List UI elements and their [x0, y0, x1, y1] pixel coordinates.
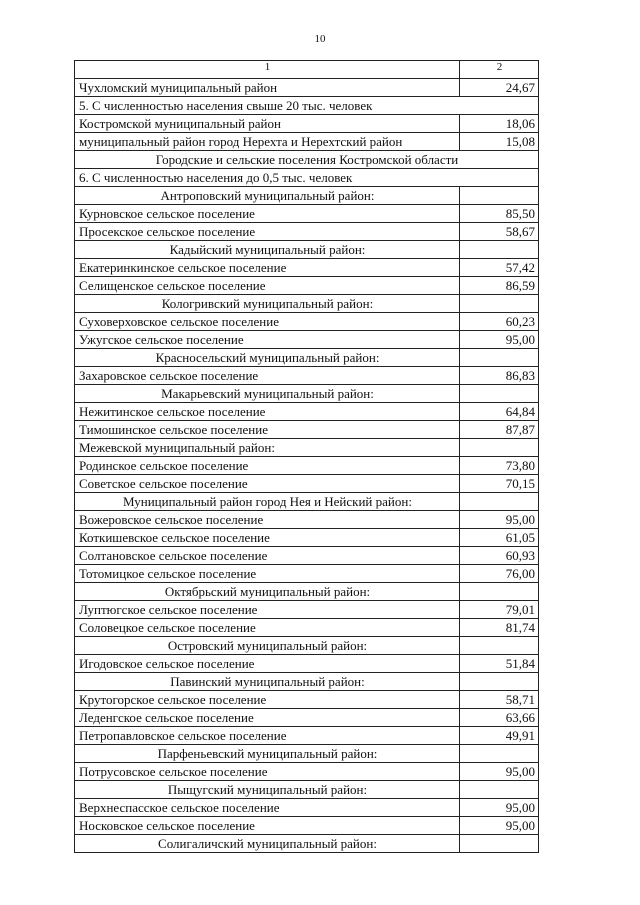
value-cell: 95,00 — [460, 511, 539, 529]
settlement-name: Нежитинское сельское поселение — [75, 403, 460, 421]
value-cell: 57,42 — [460, 259, 539, 277]
settlement-name: Суховерховское сельское поселение — [75, 313, 460, 331]
settlement-name: Луптюгское сельское поселение — [75, 601, 460, 619]
value-cell: 95,00 — [460, 817, 539, 835]
value-cell — [460, 835, 539, 853]
table-row — [75, 529, 539, 547]
value-cell: 81,74 — [460, 619, 539, 637]
section-row — [75, 97, 539, 115]
value-cell: 15,08 — [460, 133, 539, 151]
table-row — [75, 565, 539, 583]
settlement-name: Крутогорское сельское поселение — [75, 691, 460, 709]
settlement-name: Селищенское сельское поселение — [75, 277, 460, 295]
value-cell: 70,15 — [460, 475, 539, 493]
table-row — [75, 619, 539, 637]
settlement-name: Солтановское сельское поселение — [75, 547, 460, 565]
table-row — [75, 259, 539, 277]
table-row — [75, 223, 539, 241]
district-name: Красносельский муниципальный район: — [75, 349, 460, 367]
value-cell — [460, 745, 539, 763]
table-row — [75, 277, 539, 295]
table-row — [75, 655, 539, 673]
district-name: Октябрьский муниципальный район: — [75, 583, 460, 601]
district-name: Павинский муниципальный район: — [75, 673, 460, 691]
value-cell — [460, 349, 539, 367]
table-row — [75, 457, 539, 475]
settlement-name: Захаровское сельское поселение — [75, 367, 460, 385]
settlement-name: Коткишевское сельское поселение — [75, 529, 460, 547]
column-header-1: 1 — [75, 61, 460, 79]
table-row — [75, 331, 539, 349]
value-cell: 95,00 — [460, 331, 539, 349]
table-row — [75, 691, 539, 709]
district-header-row — [75, 781, 539, 799]
district-header-row — [75, 385, 539, 403]
settlement-name: Костромской муниципальный район — [75, 115, 460, 133]
value-cell — [460, 385, 539, 403]
district-name: Пыщугский муниципальный район: — [75, 781, 460, 799]
value-cell: 61,05 — [460, 529, 539, 547]
settlement-name: Петропавловское сельское поселение — [75, 727, 460, 745]
value-cell: 86,83 — [460, 367, 539, 385]
table-row — [75, 547, 539, 565]
district-header-row — [75, 439, 539, 457]
settlement-name: Родинское сельское поселение — [75, 457, 460, 475]
settlement-name: Соловецкое сельское поселение — [75, 619, 460, 637]
settlement-name: Тотомицкое сельское поселение — [75, 565, 460, 583]
table-row — [75, 709, 539, 727]
section-title: 6. С численностью населения до 0,5 тыс. человек — [75, 169, 539, 187]
district-name: Антроповский муниципальный район: — [75, 187, 460, 205]
district-header-row — [75, 187, 539, 205]
value-cell: 58,67 — [460, 223, 539, 241]
settlement-name: Потрусовское сельское поселение — [75, 763, 460, 781]
settlement-name: Екатеринкинское сельское поселение — [75, 259, 460, 277]
table-row — [75, 115, 539, 133]
value-cell: 87,87 — [460, 421, 539, 439]
value-cell — [460, 781, 539, 799]
table-row — [75, 421, 539, 439]
settlement-name: Чухломский муниципальный район — [75, 79, 460, 97]
value-cell — [460, 241, 539, 259]
table-row — [75, 763, 539, 781]
table-row — [75, 205, 539, 223]
value-cell: 51,84 — [460, 655, 539, 673]
district-header-row — [75, 835, 539, 853]
district-name: Парфеньевский муниципальный район: — [75, 745, 460, 763]
value-cell — [460, 673, 539, 691]
district-name: Островский муниципальный район: — [75, 637, 460, 655]
settlement-name: Игодовское сельское поселение — [75, 655, 460, 673]
section-title: Городские и сельские поселения Костромской области — [75, 151, 539, 169]
district-name: Кадыйский муниципальный район: — [75, 241, 460, 259]
table-row — [75, 799, 539, 817]
value-cell: 86,59 — [460, 277, 539, 295]
table-row — [75, 313, 539, 331]
settlement-name: муниципальный район город Нерехта и Нерехтский район — [75, 133, 460, 151]
value-cell — [460, 295, 539, 313]
value-cell: 85,50 — [460, 205, 539, 223]
settlement-name: Просекское сельское поселение — [75, 223, 460, 241]
value-cell: 60,23 — [460, 313, 539, 331]
district-name: Кологривский муниципальный район: — [75, 295, 460, 313]
district-name: Муниципальный район город Нея и Нейский район: — [75, 493, 460, 511]
settlement-name: Тимошинское сельское поселение — [75, 421, 460, 439]
district-name: Макарьевский муниципальный район: — [75, 385, 460, 403]
value-cell: 18,06 — [460, 115, 539, 133]
table-row — [75, 511, 539, 529]
settlement-name: Вожеровское сельское поселение — [75, 511, 460, 529]
value-cell: 63,66 — [460, 709, 539, 727]
data-table — [74, 60, 539, 853]
value-cell: 73,80 — [460, 457, 539, 475]
settlement-name: Ужугское сельское поселение — [75, 331, 460, 349]
value-cell: 79,01 — [460, 601, 539, 619]
settlement-name: Носковское сельское поселение — [75, 817, 460, 835]
district-header-row — [75, 493, 539, 511]
district-header-row — [75, 349, 539, 367]
district-header-row — [75, 583, 539, 601]
settlement-name: Советское сельское поселение — [75, 475, 460, 493]
value-cell: 49,91 — [460, 727, 539, 745]
district-name: Солигаличский муниципальный район: — [75, 835, 460, 853]
district-header-row — [75, 241, 539, 259]
value-cell — [460, 583, 539, 601]
section-row — [75, 151, 539, 169]
value-cell: 95,00 — [460, 763, 539, 781]
table-row — [75, 133, 539, 151]
settlement-name: Курновское сельское поселение — [75, 205, 460, 223]
value-cell: 24,67 — [460, 79, 539, 97]
district-header-row — [75, 637, 539, 655]
value-cell — [460, 493, 539, 511]
table-row — [75, 367, 539, 385]
value-cell — [460, 439, 539, 457]
settlement-name: Леденгское сельское поселение — [75, 709, 460, 727]
settlement-name: Верхнеспасское сельское поселение — [75, 799, 460, 817]
value-cell: 95,00 — [460, 799, 539, 817]
district-header-row — [75, 673, 539, 691]
district-header-row — [75, 745, 539, 763]
column-header-2: 2 — [460, 61, 539, 79]
table-row — [75, 727, 539, 745]
table-row — [75, 601, 539, 619]
value-cell: 64,84 — [460, 403, 539, 421]
section-title: 5. С численностью населения свыше 20 тыс. человек — [75, 97, 539, 115]
value-cell: 76,00 — [460, 565, 539, 583]
value-cell — [460, 637, 539, 655]
table-row — [75, 403, 539, 421]
header-row — [75, 61, 539, 79]
page-number: 10 — [314, 33, 326, 45]
table-row — [75, 79, 539, 97]
table-row — [75, 817, 539, 835]
district-name: Межевской муниципальный район: — [75, 439, 460, 457]
district-header-row — [75, 295, 539, 313]
value-cell: 58,71 — [460, 691, 539, 709]
value-cell — [460, 187, 539, 205]
value-cell: 60,93 — [460, 547, 539, 565]
table-row — [75, 475, 539, 493]
section-row — [75, 169, 539, 187]
